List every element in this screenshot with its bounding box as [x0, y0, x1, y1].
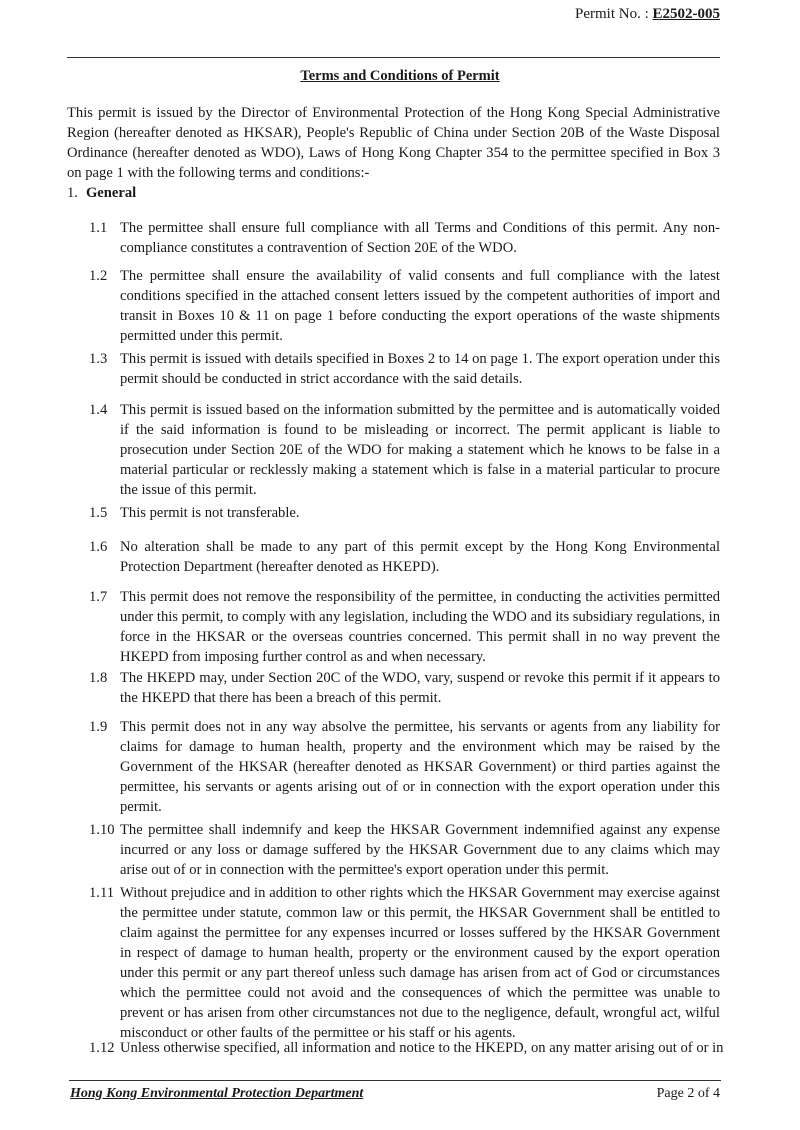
page-title: Terms and Conditions of Permit: [300, 68, 500, 84]
clause-1-4: [89, 400, 720, 500]
clause-number: 1.1: [89, 220, 108, 236]
clause-1-12: [89, 1038, 724, 1058]
clause-1-11: [89, 883, 720, 1043]
clause-number: 1.4: [89, 402, 108, 418]
clause-1-6: [89, 537, 720, 577]
clause-1-7: [89, 587, 720, 667]
footer-divider: [69, 1080, 721, 1081]
clause-number: 1.6: [89, 539, 108, 555]
clause-text: Without prejudice and in addition to other rights which the HKSAR Government may exercise against the permittee under statute, common law or this permit, the HKSAR Government shall be entitled to claim against the permittee for any expenses incurred or losses suffered by the HKSAR Government in respect of damage to human health, property or the environment caused by the export operation under this permit or any part thereof unless such damage has arisen from act of God or circumstances which the permittee could not avoid and the consequences of which the permittee was unable to prevent or has arisen from other circumstances not due to the negligence, default, wrongful act, wilful misconduct or other faults of the permittee or his staff or his agents.: [120, 885, 720, 1041]
section-number: 1.: [67, 185, 78, 201]
clause-text: The permittee shall indemnify and keep the HKSAR Government indemnified against any expense incurred or any loss or damage suffered by the HKSAR Government due to any claims which may arise out of or in connection with the permittee's export operation under this permit.: [120, 822, 720, 878]
clause-1-10: [89, 820, 720, 880]
clause-number: 1.9: [89, 719, 108, 735]
clause-text: This permit is not transferable.: [120, 505, 300, 521]
footer-department: Hong Kong Environmental Protection Department: [70, 1086, 364, 1101]
clause-1-3: [89, 349, 720, 389]
page-number: Page 2 of 4: [656, 1086, 720, 1101]
clause-text: This permit is issued with details specified in Boxes 2 to 14 on page 1. The export operation under this permit should be conducted in strict accordance with the said details.: [120, 351, 720, 387]
clause-text: The permittee shall ensure full compliance with all Terms and Conditions of this permit. Any non-compliance constitutes a contravention of Section 20E of the WDO.: [120, 220, 720, 256]
permit-number-label: Permit No. :: [575, 6, 649, 22]
clause-text: This permit does not remove the responsibility of the permittee, in conducting the activities permitted under this permit, to comply with any legislation, including the WDO and its subsidiary regulations, in force in the HKSAR or the overseas countries concerned. This permit shall in no way prevent the HKEPD from imposing further control as and when necessary.: [120, 589, 720, 665]
intro-paragraph: This permit is issued by the Director of Environmental Protection of the Hong Kong Special Administrative Region (hereafter denoted as HKSAR), People's Republic of China under Section 20B of the Waste Disposal Ordinance (hereafter denoted as WDO), Laws of Hong Kong Chapter 354 to the permittee specified in Box 3 on page 1 with the following terms and conditions:-: [67, 105, 720, 181]
header-divider: [67, 57, 720, 58]
clause-1-5: [89, 503, 720, 523]
permit-number-value: E2502-005: [652, 6, 720, 22]
clause-number: 1.2: [89, 268, 108, 284]
section-heading-general: [67, 185, 136, 202]
clause-1-9: [89, 717, 720, 817]
clause-number: 1.7: [89, 589, 108, 605]
clause-text: This permit is issued based on the information submitted by the permittee and is automatically voided if the said information is found to be misleading or incorrect. The permit applicant is liable to prosecution under Section 20E of the WDO for making a statement which he knows to be false in a material particular or recklessly making a statement which is false in a material particular to procure the issue of this permit.: [120, 402, 720, 498]
permit-number-header: [575, 5, 720, 23]
clause-number: 1.10: [89, 822, 115, 838]
clause-text: The HKEPD may, under Section 20C of the WDO, vary, suspend or revoke this permit if it appears to the HKEPD that there has been a breach of this permit.: [120, 670, 720, 706]
clause-number: 1.5: [89, 505, 108, 521]
clause-number: 1.3: [89, 351, 108, 367]
clause-number: 1.8: [89, 670, 108, 686]
clause-text: This permit does not in any way absolve the permittee, his servants or agents from any liability for claims for damage to human health, property and the environment which may be raised by the Government of the HKSAR (hereafter denoted as HKSAR Government) or third parties against the permittee, his servants or agents arising out of or in connection with the export operation under this permit.: [120, 719, 720, 815]
section-title: General: [85, 185, 137, 201]
clause-1-1: [89, 218, 720, 258]
clause-1-8: [89, 668, 720, 708]
clause-text: The permittee shall ensure the availability of valid consents and full compliance with the latest conditions specified in the attached consent letters issued by the competent authorities of import and transit in Boxes 10 & 11 on page 1 before conducting the export operations of the waste shipments permitted under this permit.: [120, 268, 720, 344]
clause-number: 1.11: [89, 885, 114, 901]
clause-number: 1.12: [89, 1040, 115, 1056]
clause-1-2: [89, 266, 720, 346]
clause-text: Unless otherwise specified, all information and notice to the HKEPD, on any matter arising out of or in: [120, 1040, 724, 1056]
clause-text: No alteration shall be made to any part of this permit except by the Hong Kong Environmental Protection Department (hereafter denoted as HKEPD).: [120, 539, 720, 575]
